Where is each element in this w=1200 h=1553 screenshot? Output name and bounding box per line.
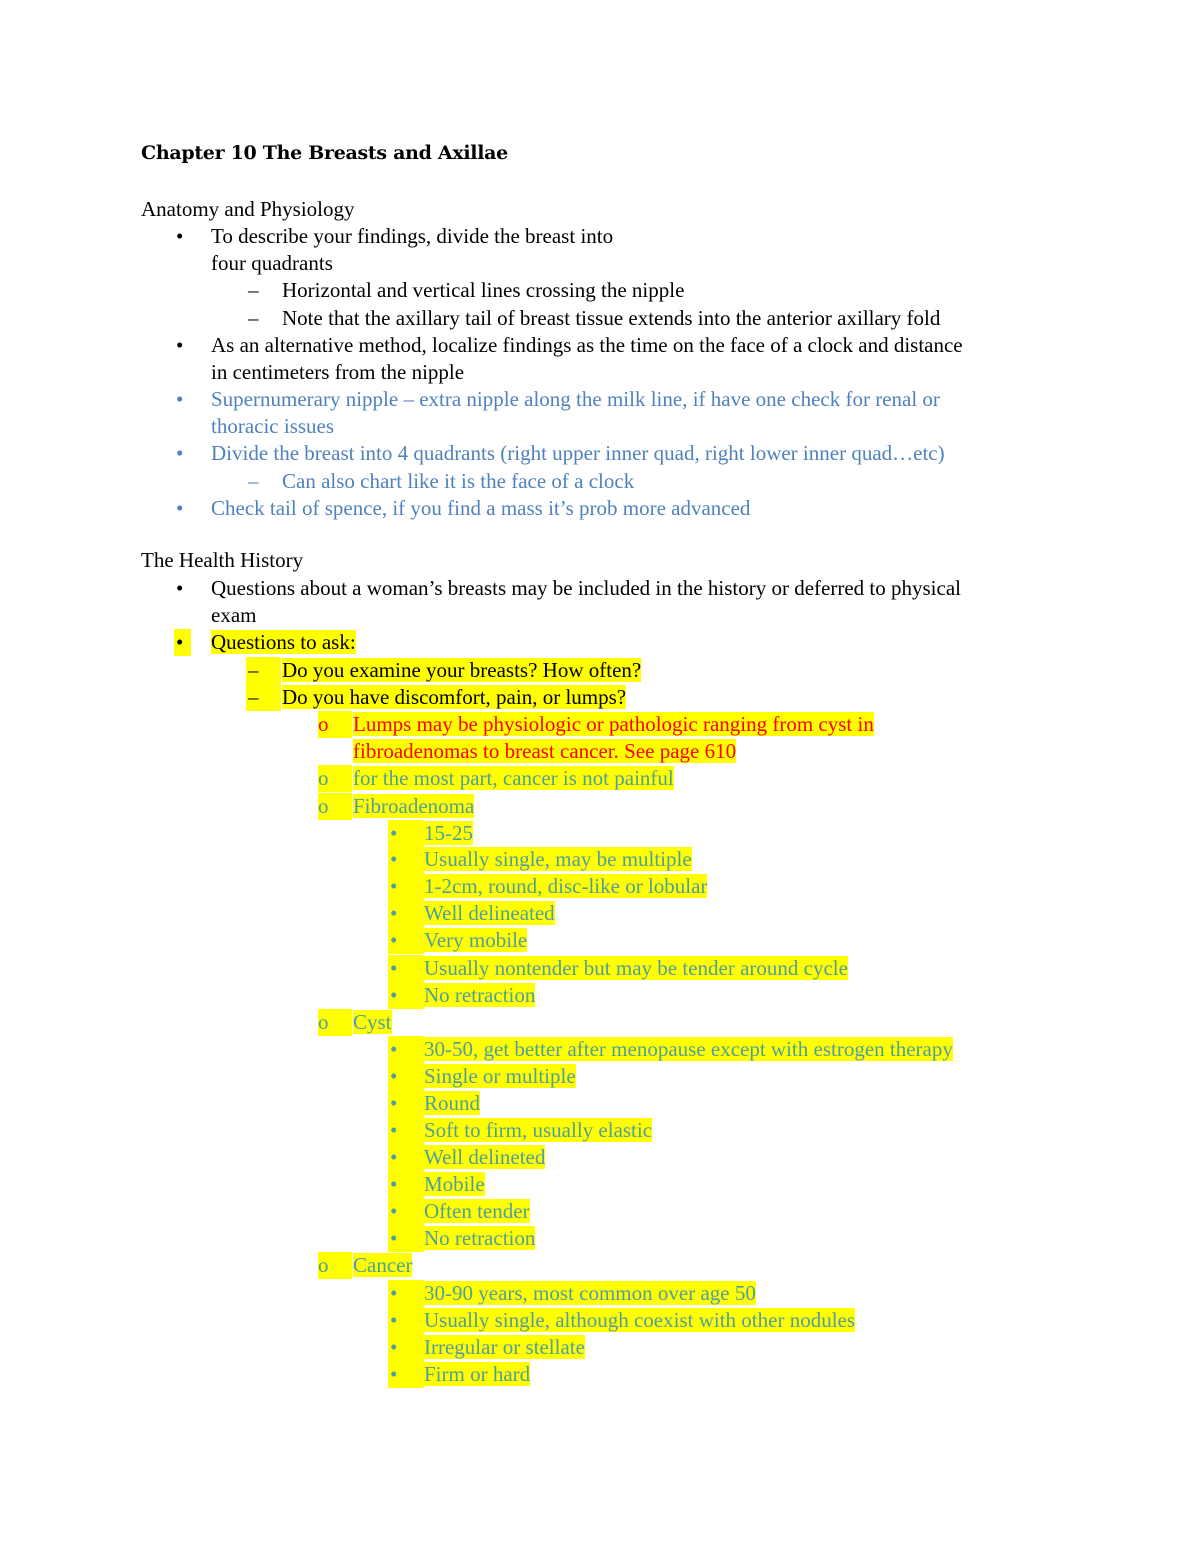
page-title: Chapter 10 The Breasts and Axillae [141, 142, 508, 164]
bullet-marker: • [388, 982, 424, 1009]
circle-marker: o [318, 711, 352, 738]
dash-marker: – [248, 469, 259, 493]
circle-marker: o [318, 765, 352, 792]
list-item: Do you have discomfort, pain, or lumps? [282, 685, 627, 709]
section-heading-history: The Health History [141, 548, 304, 572]
list-item: Well delineated [424, 901, 555, 925]
bullet-marker: • [388, 955, 424, 982]
dash-marker: – [246, 657, 281, 684]
circle-marker: o [318, 1252, 352, 1279]
list-item: Single or multiple [424, 1064, 576, 1088]
list-item: Do you examine your breasts? How often? [282, 658, 642, 682]
bullet-marker: • [176, 576, 184, 600]
bullet-marker: • [176, 496, 184, 520]
bullet-marker: • [176, 441, 184, 465]
bullet-marker: • [388, 1117, 424, 1144]
list-item: exam [211, 603, 257, 627]
bullet-marker: • [388, 1361, 424, 1388]
list-item: Firm or hard [424, 1362, 531, 1386]
list-item: Usually nontender but may be tender around cycle [424, 956, 848, 980]
list-item: fibroadenomas to breast cancer. See page 610 [353, 739, 737, 763]
list-item: Cyst [353, 1010, 392, 1034]
list-item: for the most part, cancer is not painful [353, 766, 674, 790]
list-item: Horizontal and vertical lines crossing the nipple [282, 278, 685, 302]
bullet-marker: • [174, 629, 191, 656]
list-item: No retraction [424, 983, 536, 1007]
list-item: Supernumerary nipple – extra nipple along the milk line, if have one check for renal or [211, 387, 940, 411]
bullet-marker: • [388, 1036, 424, 1063]
bullet-marker: • [388, 1090, 424, 1117]
bullet-marker: • [388, 1198, 424, 1225]
bullet-marker: • [176, 333, 184, 357]
list-item: Divide the breast into 4 quadrants (right upper inner quad, right lower inner quad…etc) [211, 441, 945, 465]
bullet-marker: • [388, 1334, 424, 1361]
bullet-marker: • [388, 820, 424, 847]
bullet-marker: • [388, 1144, 424, 1171]
list-item: Well delineted [424, 1145, 546, 1169]
bullet-marker: • [388, 1225, 424, 1252]
list-item: Often tender [424, 1199, 530, 1223]
bullet-marker: • [388, 1280, 424, 1307]
bullet-marker: • [388, 900, 424, 927]
bullet-marker: • [388, 873, 424, 900]
list-item: Cancer [353, 1253, 413, 1277]
list-item: 30-90 years, most common over age 50 [424, 1281, 756, 1305]
list-item: No retraction [424, 1226, 536, 1250]
bullet-marker: • [388, 1063, 424, 1090]
list-item: Questions to ask: [211, 630, 356, 654]
section-heading-anatomy: Anatomy and Physiology [141, 197, 355, 221]
list-item: As an alternative method, localize findings as the time on the face of a clock and distance [211, 333, 963, 357]
list-item: Usually single, although coexist with other nodules [424, 1308, 856, 1332]
bullet-marker: • [388, 1171, 424, 1198]
circle-marker: o [318, 793, 352, 820]
list-item: Lumps may be physiologic or pathologic ranging from cyst in [353, 712, 874, 736]
bullet-marker: • [176, 224, 184, 248]
bullet-marker: • [176, 387, 184, 411]
list-item: To describe your findings, divide the breast into [211, 224, 614, 248]
list-item: Fibroadenoma [353, 794, 475, 818]
dash-marker: – [248, 278, 259, 302]
list-item: 30-50, get better after menopause except with estrogen therapy [424, 1037, 953, 1061]
dash-marker: – [248, 306, 259, 330]
list-item: thoracic issues [211, 414, 335, 438]
list-item: Usually single, may be multiple [424, 847, 692, 871]
circle-marker: o [318, 1009, 352, 1036]
list-item: 1-2cm, round, disc-like or lobular [424, 874, 708, 898]
list-item: in centimeters from the nipple [211, 360, 465, 384]
list-item: four quadrants [211, 251, 333, 275]
list-item: Check tail of spence, if you find a mass it’s prob more advanced [211, 496, 751, 520]
list-item: Very mobile [424, 928, 528, 952]
list-item: Can also chart like it is the face of a clock [282, 469, 635, 493]
list-item: Irregular or stellate [424, 1335, 585, 1359]
bullet-marker: • [388, 1307, 424, 1334]
dash-marker: – [246, 684, 281, 711]
list-item: 15-25 [424, 821, 473, 845]
bullet-marker: • [388, 846, 424, 873]
list-item: Questions about a woman’s breasts may be included in the history or deferred to physical [211, 576, 961, 600]
list-item: Mobile [424, 1172, 485, 1196]
list-item: Round [424, 1091, 481, 1115]
bullet-marker: • [388, 927, 424, 954]
list-item: Note that the axillary tail of breast tissue extends into the anterior axillary fold [282, 306, 941, 330]
list-item: Soft to firm, usually elastic [424, 1118, 653, 1142]
